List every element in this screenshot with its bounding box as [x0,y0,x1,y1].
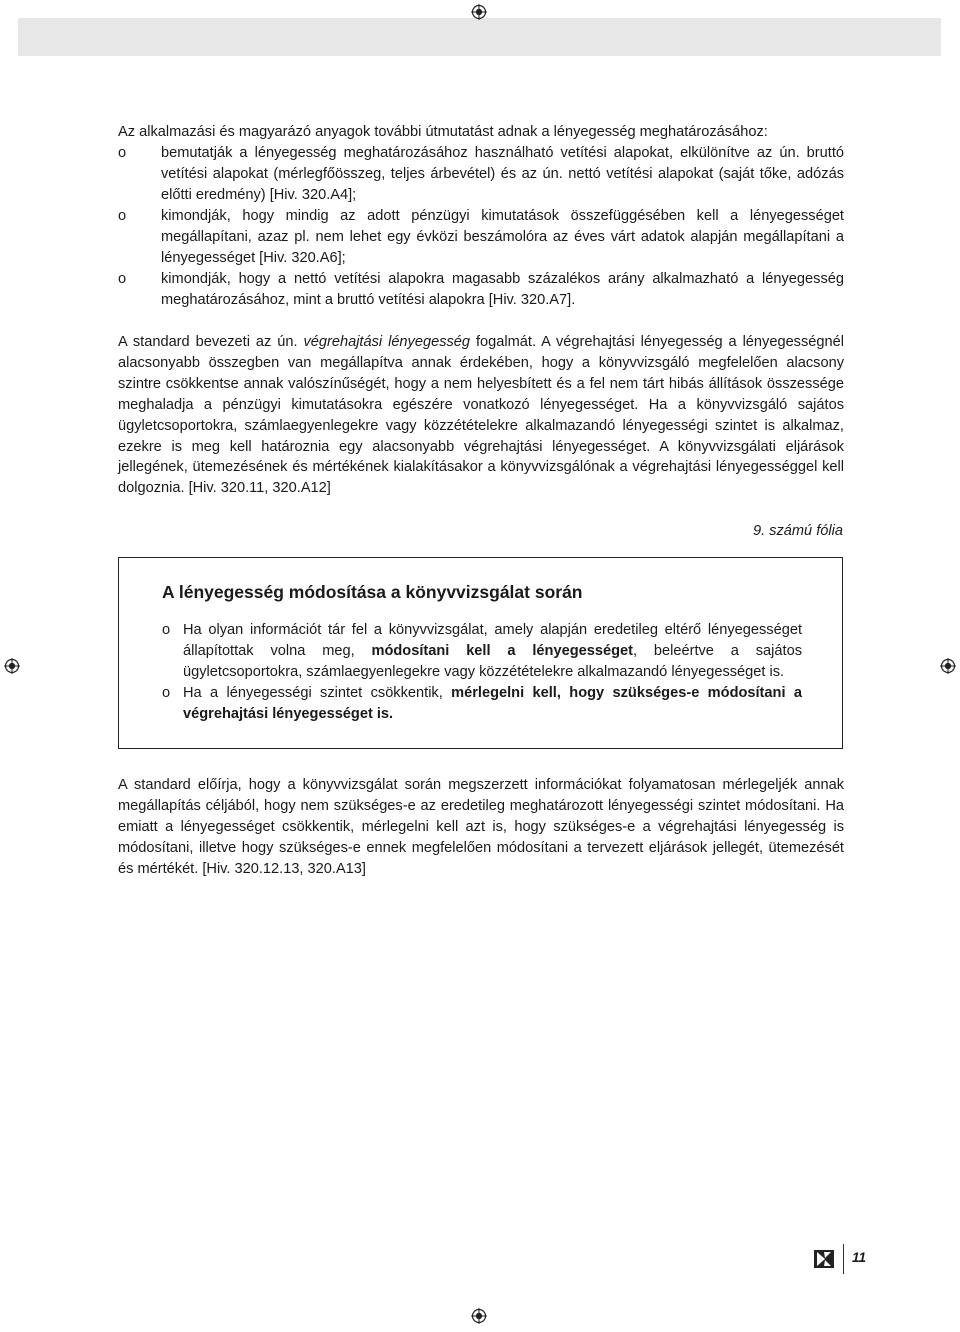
page-number: 11 [852,1250,867,1265]
list-item [118,143,844,206]
materiality-revision-section [118,775,844,880]
list-item-text: kimondják, hogy a nettó vetítési alapokra magasabb százalékos arány alkalmazható a lényegesség meghatározásához, mint a bruttó vetítési alapokra [Hiv. 320.A7]. [161,271,844,308]
bullet-marker: o [162,622,171,638]
text-run: , beleértve a sajátos ügyletcsoportokra, számlaegyenlegekre vagy közzétételekre alkalmazandó lényegességet is. [183,643,802,680]
text-run: Ha a lényegességi szintet csökkentik, [183,685,452,701]
text-run: fogalmát. [470,334,536,350]
list-item-text: bemutatják a lényegesség meghatározásához használható vetítési alapokat, elkülönítve az ún. bruttó vetítési alapokat (mérlegfőösszeg, teljes árbevétel) és az ún. nettó vetítési alapokat (saját tőke, adózás előtti eredmény) [Hiv. 320.A4]; [161,145,844,203]
list-item [118,206,844,269]
list-item [118,269,844,311]
performance-materiality-section [118,332,844,499]
print-header-bar [18,18,941,56]
text-run: Ha olyan információt tár fel a könyvvizsgálat, amely alapján eredetileg eltérő lényegességet állapítottak volna meg, [183,622,802,659]
bold-text: mérlegelni kell, hogy szükséges-e módosítani a végrehajtási lényegességet is. [183,685,802,722]
text-run: A standard bevezeti az ún. [118,334,304,350]
text-run: A végrehajtási lényegesség a lényegességnél alacsonyabb összegben van megállapítva annak érdekében, hogy a könyvvizsgáló megfelelően alacsony szintre csökkentse annak valószínűségét, hogy a nem helyesbített és a fel nem tárt hibás állítások összessége meghaladja a pénzügyi kimutatásokra egészére vonatkozó lényegességet. Ha a könyvvizsgáló sajátos ügyletcsoportokra, számlaegyenlegekre vagy közzétételekre alkalmazandó lényegességi szintet is alkalmaz, ezekre is meg kell határoznia egy alacsonyabb végrehajtási lényegességet. A könyvvizsgálati eljárások jellegének, ütemezésének és mértékének kialakításakor a könyvvizsgálónak a végrehajtási lényegességgel kell dolgoznia. [Hiv. 320.11, 320.A12] [118,334,844,497]
paragraph [118,332,844,499]
paragraph: A standard előírja, hogy a könyvvizsgálat során megszerzett információkat folyamatosan mérlegeljék annak megállapítás céljából, hogy nem szükséges-e az eredetileg meghatározott lényegességi szintet módosítani. Ha emiatt a lényegességet csökkentik, mérlegelni kell azt is, hogy szükséges-e a végrehajtási lényegesség is módosítani, illetve hogy szükséges-e ennek megfelelően módosítani a tervezett eljárások jellegét, ütemezését és mértékét. [Hiv. 320.12.13, 320.A13] [118,777,844,877]
list-item [162,683,802,725]
list-item [162,620,802,683]
slide-label: 9. számú fólia [752,523,843,539]
slide-box [118,557,843,749]
registration-mark-icon [4,658,20,674]
registration-mark-icon [471,4,487,20]
bullet-marker: o [162,685,171,701]
registration-mark-icon [940,658,956,674]
publisher-logo-icon [814,1250,834,1268]
intro-bullet-list [118,143,844,311]
registration-mark-icon [471,1308,487,1324]
box-bullet-list [162,620,802,725]
list-item-text: kimondják, hogy mindig az adott pénzügyi kimutatások összefüggésében kell a lényegességet megállapítani, azaz pl. nem lehet egy évközi beszámolóra az éves várt adatok alapján megállapítani a lényegességet [Hiv. 320.A6]; [161,208,844,266]
intro-lead: Az alkalmazási és magyarázó anyagok további útmutatást adnak a lényegesség meghatározásához: [118,124,768,140]
intro-section [118,122,844,311]
bullet-marker: o [118,208,127,224]
box-title: A lényegesség módosítása a könyvvizsgálat során [162,582,583,602]
bold-text: módosítani kell a lényegességet [371,643,633,659]
footer-divider [843,1244,844,1274]
italic-term: végrehajtási lényegesség [303,334,471,350]
bullet-marker: o [118,145,127,161]
bullet-marker: o [118,271,127,287]
